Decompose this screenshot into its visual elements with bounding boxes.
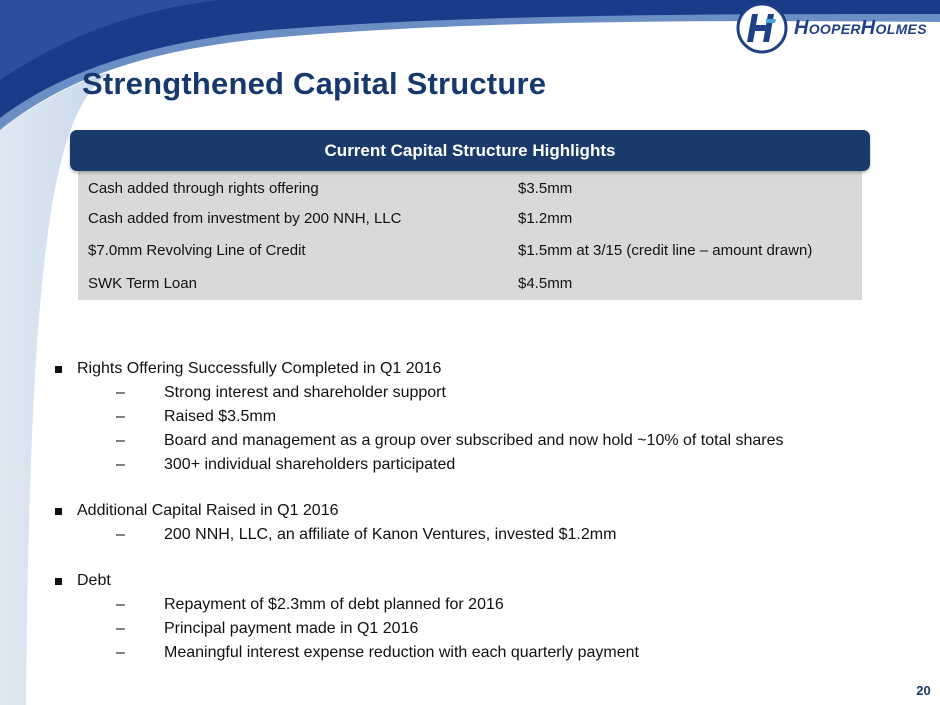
- bullet-heading: [55, 569, 915, 593]
- dash-icon: –: [116, 456, 125, 473]
- row-value: $4.5mm: [518, 275, 573, 292]
- page-number: 20: [916, 683, 931, 698]
- bullet-list: [55, 357, 915, 665]
- square-bullet-icon: [55, 366, 62, 373]
- table-header: Current Capital Structure Highlights: [70, 130, 870, 171]
- sub-bullet: [55, 593, 915, 617]
- dash-icon: –: [116, 432, 125, 449]
- sub-bullet-text: Strong interest and shareholder support: [164, 384, 446, 401]
- page-title: Strengthened Capital Structure: [82, 66, 547, 101]
- sub-bullet-text: Raised $3.5mm: [164, 408, 277, 425]
- table-row: [78, 233, 862, 267]
- dash-icon: –: [116, 644, 125, 661]
- sub-bullet-text: 300+ individual shareholders participated: [164, 456, 456, 473]
- bullet-heading-text: Debt: [77, 572, 111, 589]
- table-row: [78, 203, 862, 233]
- table-row: [78, 173, 862, 203]
- bullet-heading: [55, 357, 915, 381]
- row-label: SWK Term Loan: [88, 275, 197, 292]
- sub-bullet: [55, 641, 915, 665]
- row-label: $7.0mm Revolving Line of Credit: [88, 241, 306, 259]
- sub-bullet-text: 200 NNH, LLC, an affiliate of Kanon Ventures, invested $1.2mm: [164, 526, 617, 543]
- dash-icon: –: [116, 620, 125, 637]
- sub-bullet-text: Repayment of $2.3mm of debt planned for 2016: [164, 596, 504, 613]
- hooper-holmes-logo-mark-icon: [736, 2, 788, 54]
- company-logo: [736, 2, 936, 54]
- row-label: Cash added through rights offering: [88, 179, 319, 197]
- sub-bullet: [55, 523, 915, 547]
- bullet-heading-text: Additional Capital Raised in Q1 2016: [77, 502, 339, 519]
- row-value: $1.2mm: [518, 209, 573, 227]
- square-bullet-icon: [55, 508, 62, 515]
- sub-bullet-text: Board and management as a group over subscribed and now hold ~10% of total shares: [164, 432, 784, 449]
- bullet-heading: [55, 499, 915, 523]
- row-value: $1.5mm at 3/15 (credit line – amount drawn): [518, 241, 813, 259]
- table-row: [78, 267, 862, 300]
- dash-icon: –: [116, 408, 125, 425]
- sub-bullet-text: Principal payment made in Q1 2016: [164, 620, 419, 637]
- sub-bullet-text: Meaningful interest expense reduction with each quarterly payment: [164, 644, 639, 661]
- capital-structure-table: [70, 130, 870, 300]
- sub-bullet: [55, 617, 915, 641]
- table-body: [78, 169, 862, 300]
- bullet-heading-text: Rights Offering Successfully Completed in Q1 2016: [77, 360, 442, 377]
- dash-icon: –: [116, 596, 125, 613]
- square-bullet-icon: [55, 578, 62, 585]
- dash-icon: –: [116, 526, 125, 543]
- sub-bullet: [55, 381, 915, 405]
- sub-bullet: [55, 429, 915, 453]
- sub-bullet: [55, 453, 915, 477]
- sub-bullet: [55, 405, 915, 429]
- row-label: Cash added from investment by 200 NNH, LLC: [88, 209, 402, 227]
- row-value: $3.5mm: [518, 179, 573, 197]
- dash-icon: –: [116, 384, 125, 401]
- logo-text: HooperHolmes: [794, 16, 927, 39]
